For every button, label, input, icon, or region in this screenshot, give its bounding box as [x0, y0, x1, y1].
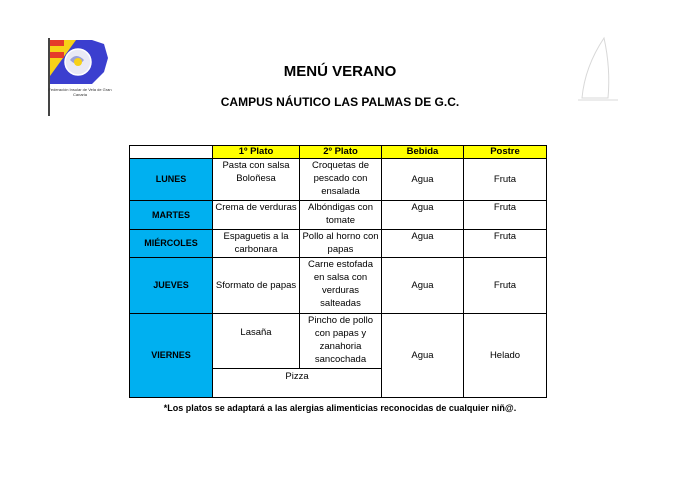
- dessert-cell: Fruta: [464, 230, 547, 258]
- table-row: [130, 258, 547, 314]
- first-course-cell: Sformato de papas: [213, 258, 300, 314]
- drink-cell: Agua: [382, 159, 464, 201]
- day-cell: JUEVES: [130, 258, 213, 314]
- second-course-cell: Pincho de pollo con papas y zanahoria sancochada: [300, 314, 382, 369]
- page-subtitle: CAMPUS NÁUTICO LAS PALMAS DE G.C.: [220, 95, 460, 109]
- dessert-cell: Fruta: [464, 258, 547, 314]
- table-row: [130, 314, 547, 369]
- dessert-cell: Helado: [464, 314, 547, 398]
- column-header: 1º Plato: [213, 146, 300, 159]
- extra-dish-cell: Pizza: [213, 369, 382, 398]
- second-course-cell: Albóndigas con tomate: [300, 201, 382, 230]
- column-header: 2º Plato: [300, 146, 382, 159]
- table-row: [130, 230, 547, 258]
- second-course-cell: Carne estofada en salsa con verduras salteadas: [300, 258, 382, 314]
- drink-cell: Agua: [382, 230, 464, 258]
- corner-cell: [130, 146, 213, 159]
- day-cell: VIERNES: [130, 314, 213, 398]
- logo-caption: Federación Insular de Vela de Gran Canaria: [48, 87, 112, 97]
- page-title: MENÚ VERANO: [283, 63, 397, 80]
- first-course-cell: Espaguetis a la carbonara: [213, 230, 300, 258]
- header-row: [130, 146, 547, 159]
- second-course-cell: Croquetas de pescado con ensalada: [300, 159, 382, 201]
- day-cell: MARTES: [130, 201, 213, 230]
- second-course-cell: Pollo al horno con papas: [300, 230, 382, 258]
- menu-table: [129, 145, 547, 398]
- first-course-cell: Pasta con salsa Boloñesa: [213, 159, 300, 201]
- drink-cell: Agua: [382, 314, 464, 398]
- dessert-cell: Fruta: [464, 159, 547, 201]
- first-course-cell: Lasaña: [213, 314, 300, 369]
- table-row: [130, 159, 547, 201]
- allergy-note: *Los platos se adaptará a las alergias alimenticias reconocidas de cualquier niñ@.: [163, 403, 517, 413]
- drink-cell: Agua: [382, 258, 464, 314]
- column-header: Bebida: [382, 146, 464, 159]
- drink-cell: Agua: [382, 201, 464, 230]
- dessert-cell: Fruta: [464, 201, 547, 230]
- day-cell: MIÉRCOLES: [130, 230, 213, 258]
- day-cell: LUNES: [130, 159, 213, 201]
- table-row: [130, 201, 547, 230]
- first-course-cell: Crema de verduras: [213, 201, 300, 230]
- column-header: Postre: [464, 146, 547, 159]
